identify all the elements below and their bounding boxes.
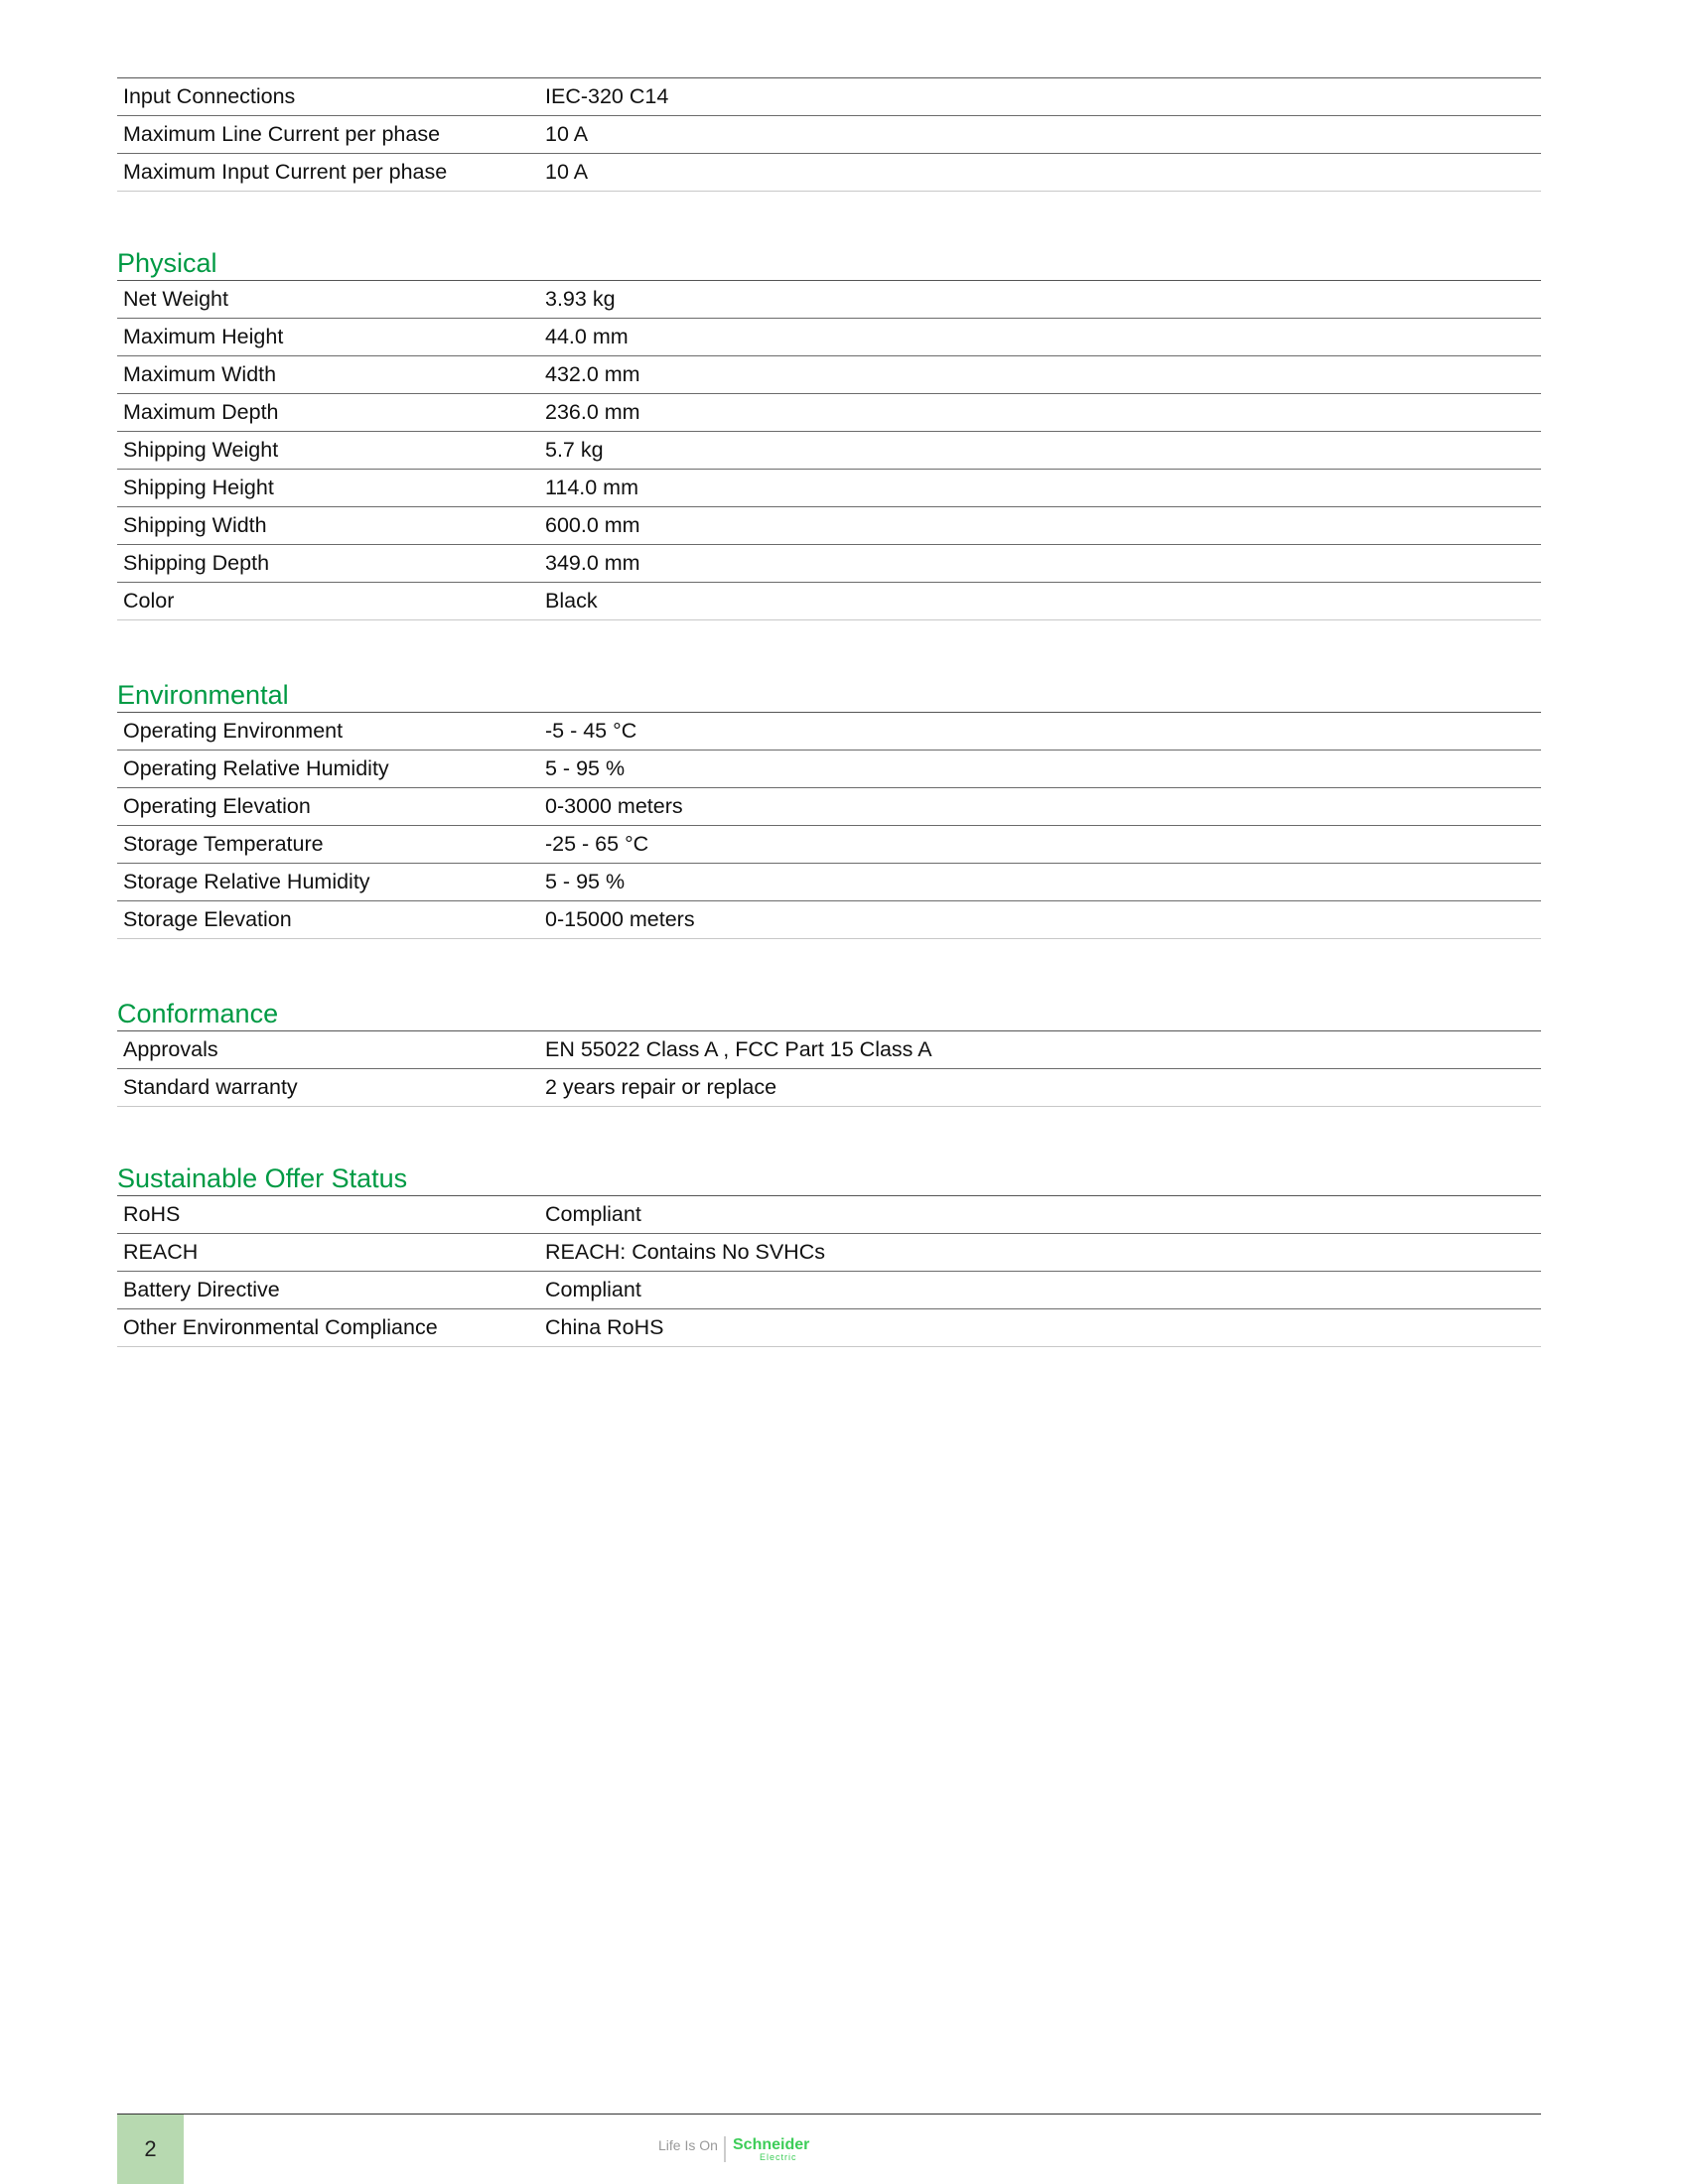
spec-value: IEC-320 C14 bbox=[539, 78, 1541, 116]
table-row bbox=[117, 154, 1541, 192]
spec-value: Black bbox=[539, 583, 1541, 620]
spec-value: 600.0 mm bbox=[539, 507, 1541, 545]
table-row bbox=[117, 788, 1541, 826]
spec-label: Battery Directive bbox=[117, 1272, 539, 1309]
spec-label: Storage Elevation bbox=[117, 901, 539, 939]
brand-name: Schneider bbox=[733, 2136, 810, 2153]
section-title-environmental: Environmental bbox=[117, 680, 289, 710]
spec-label: Shipping Weight bbox=[117, 432, 539, 470]
section-physical bbox=[117, 246, 1541, 620]
datasheet-page bbox=[117, 0, 1541, 2184]
spec-value: REACH: Contains No SVHCs bbox=[539, 1234, 1541, 1272]
table-row bbox=[117, 507, 1541, 545]
spec-value: 5 - 95 % bbox=[539, 864, 1541, 901]
table-row bbox=[117, 470, 1541, 507]
spec-value: 10 A bbox=[539, 154, 1541, 192]
table-row bbox=[117, 826, 1541, 864]
table-row bbox=[117, 319, 1541, 356]
spec-label: RoHS bbox=[117, 1196, 539, 1234]
spec-label: Maximum Input Current per phase bbox=[117, 154, 539, 192]
table-row bbox=[117, 78, 1541, 116]
spec-value: 0-3000 meters bbox=[539, 788, 1541, 826]
spec-value: 5.7 kg bbox=[539, 432, 1541, 470]
spec-value: Compliant bbox=[539, 1196, 1541, 1234]
table-row bbox=[117, 1069, 1541, 1107]
table-row bbox=[117, 116, 1541, 154]
table-row bbox=[117, 1234, 1541, 1272]
table-row bbox=[117, 1031, 1541, 1069]
spec-label: Maximum Width bbox=[117, 356, 539, 394]
section-conformance bbox=[117, 997, 1541, 1107]
spec-table-environmental bbox=[117, 712, 1541, 939]
spec-table-conformance bbox=[117, 1030, 1541, 1107]
footer-divider bbox=[117, 2114, 1541, 2115]
section-title-sustainable-offer-status: Sustainable Offer Status bbox=[117, 1163, 408, 1193]
table-row bbox=[117, 751, 1541, 788]
brand-sub: Electric bbox=[760, 2152, 797, 2162]
table-row bbox=[117, 1272, 1541, 1309]
spec-label: Shipping Width bbox=[117, 507, 539, 545]
spec-value: 2 years repair or replace bbox=[539, 1069, 1541, 1107]
section-environmental bbox=[117, 678, 1541, 939]
spec-value: 349.0 mm bbox=[539, 545, 1541, 583]
spec-label: Operating Elevation bbox=[117, 788, 539, 826]
spec-label: Other Environmental Compliance bbox=[117, 1309, 539, 1347]
spec-value: 5 - 95 % bbox=[539, 751, 1541, 788]
spec-value: China RoHS bbox=[539, 1309, 1541, 1347]
table-row bbox=[117, 901, 1541, 939]
spec-label: Operating Environment bbox=[117, 713, 539, 751]
spec-label: Maximum Line Current per phase bbox=[117, 116, 539, 154]
spec-value: -25 - 65 °C bbox=[539, 826, 1541, 864]
spec-label: Storage Relative Humidity bbox=[117, 864, 539, 901]
spec-value: 3.93 kg bbox=[539, 281, 1541, 319]
spec-label: Standard warranty bbox=[117, 1069, 539, 1107]
spec-value: 236.0 mm bbox=[539, 394, 1541, 432]
spec-value: EN 55022 Class A , FCC Part 15 Class A bbox=[539, 1031, 1541, 1069]
spec-label: Storage Temperature bbox=[117, 826, 539, 864]
table-row bbox=[117, 1309, 1541, 1347]
footer-tagline: Life Is On bbox=[658, 2137, 718, 2153]
spec-value: 10 A bbox=[539, 116, 1541, 154]
table-row bbox=[117, 864, 1541, 901]
spec-value: Compliant bbox=[539, 1272, 1541, 1309]
section-title-conformance: Conformance bbox=[117, 999, 279, 1028]
spec-table-input bbox=[117, 77, 1541, 192]
spec-value: 0-15000 meters bbox=[539, 901, 1541, 939]
schneider-electric-logo bbox=[658, 2130, 857, 2166]
table-row bbox=[117, 583, 1541, 620]
spec-label: Net Weight bbox=[117, 281, 539, 319]
spec-value: 114.0 mm bbox=[539, 470, 1541, 507]
spec-table-physical bbox=[117, 280, 1541, 620]
section-input bbox=[117, 77, 1541, 192]
spec-table-sustainable bbox=[117, 1195, 1541, 1347]
spec-label: Operating Relative Humidity bbox=[117, 751, 539, 788]
spec-value: 44.0 mm bbox=[539, 319, 1541, 356]
spec-label: Shipping Depth bbox=[117, 545, 539, 583]
table-row bbox=[117, 281, 1541, 319]
table-row bbox=[117, 713, 1541, 751]
table-row bbox=[117, 432, 1541, 470]
spec-label: Maximum Depth bbox=[117, 394, 539, 432]
spec-label: Shipping Height bbox=[117, 470, 539, 507]
spec-label: Color bbox=[117, 583, 539, 620]
spec-label: Approvals bbox=[117, 1031, 539, 1069]
table-row bbox=[117, 545, 1541, 583]
spec-label: Maximum Height bbox=[117, 319, 539, 356]
spec-label: REACH bbox=[117, 1234, 539, 1272]
section-title-physical: Physical bbox=[117, 248, 217, 278]
spec-label: Input Connections bbox=[117, 78, 539, 116]
table-row bbox=[117, 356, 1541, 394]
table-row bbox=[117, 394, 1541, 432]
section-sustainable-offer-status bbox=[117, 1161, 1541, 1347]
spec-value: -5 - 45 °C bbox=[539, 713, 1541, 751]
table-row bbox=[117, 1196, 1541, 1234]
page-number: 2 bbox=[117, 2115, 184, 2184]
spec-value: 432.0 mm bbox=[539, 356, 1541, 394]
